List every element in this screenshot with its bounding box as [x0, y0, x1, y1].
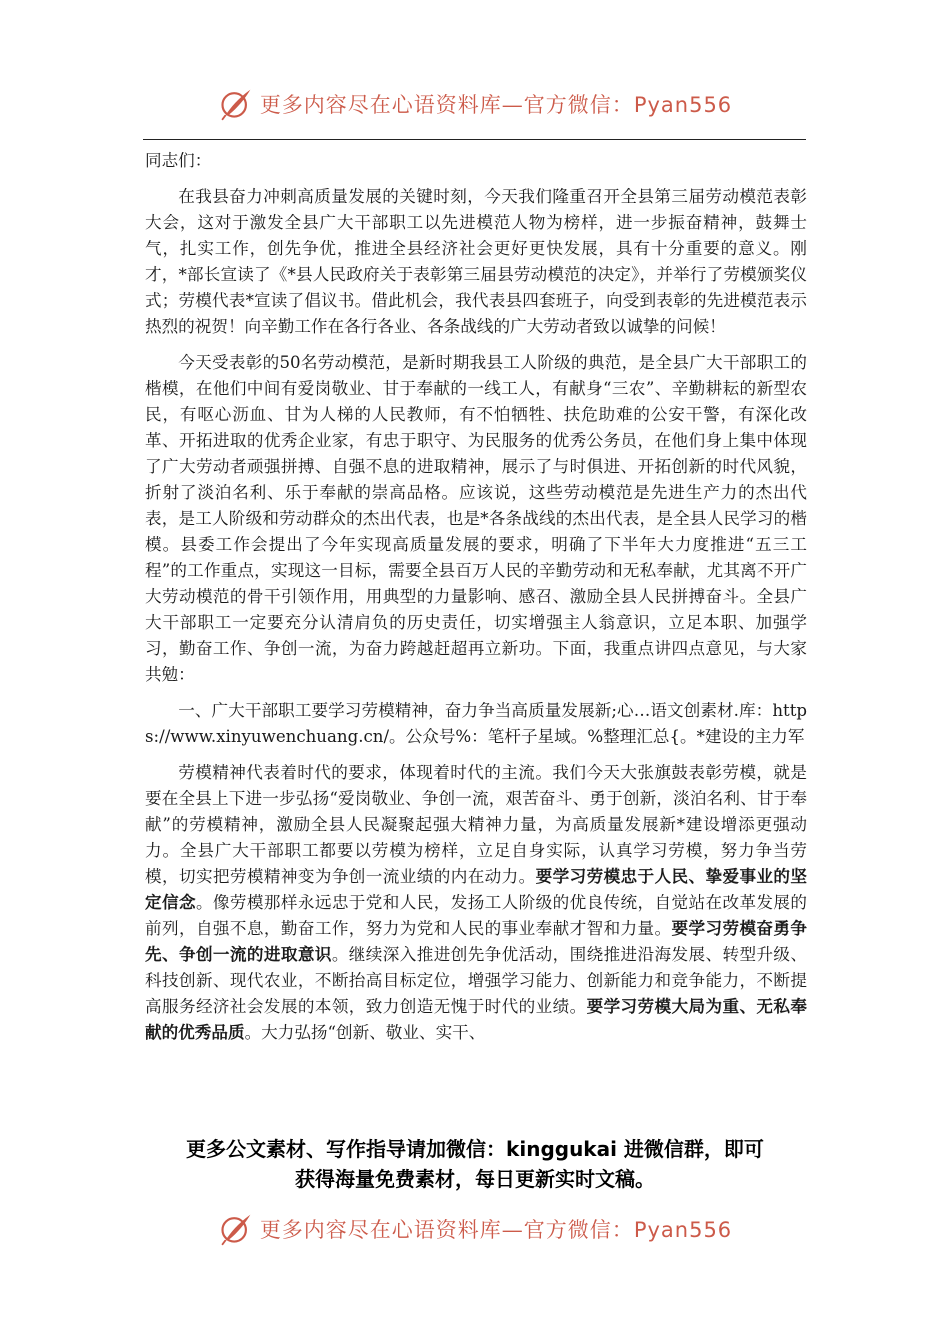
paragraph-1: 在我县奋力冲刺高质量发展的关键时刻，今天我们隆重召开全县第三届劳动模范表彰大会，这对于激发全县广大干部职工以先进模范人物为榜样，进一步振奋精神，鼓舞士气，扎实工作，创先争优，推进全县经济社会更好更快发展，具有十分重要的意义。刚才，*部长宣读了《*县人民政府关于表彰第三届县劳动模范的决定》，并举行了劳模颁奖仪式；劳模代表*宣读了倡议书。借此机会，我代表县四套班子，向受到表彰的先进模范表示热烈的祝贺！向辛勤工作在各行各业、各条战线的广大劳动者致以诚挚的问候！ — [145, 187, 807, 336]
promo-line-1: 更多公文素材、写作指导请加微信：kinggukai 进微信群，即可 — [186, 1137, 764, 1161]
section-heading-1: 一、广大干部职工要学习劳模精神，奋力争当高质量发展新;心…语文创素材.库：https://www.xinyuwenchuang.cn/。公众号%：笔杆子星域。%整理汇总{。*建设的主力军 — [145, 701, 807, 746]
wechat-id: Pyan556 — [633, 93, 733, 117]
pen-quill-icon — [218, 86, 254, 122]
banner-text: 更多内容尽在心语资料库—官方微信：Pyan556 — [259, 93, 733, 117]
footer-banner — [0, 1205, 950, 1253]
salutation: 同志们： — [145, 151, 212, 170]
wechat-id: Pyan556 — [633, 1218, 733, 1242]
bold-point-3: 要学习劳模大局为重、无私奉献的优秀品质 — [145, 997, 807, 1042]
banner-text: 更多内容尽在心语资料库—官方微信：Pyan556 — [259, 1218, 733, 1242]
bold-point-2: 要学习劳模奋勇争先、争创一流的进取意识 — [145, 919, 807, 964]
bold-point-1: 要学习劳模忠于人民、挚爱事业的坚定信念 — [145, 867, 807, 912]
promo-line-2: 获得海量免费素材，每日更新实时文稿。 — [295, 1167, 655, 1191]
header-divider — [143, 139, 806, 140]
document-body — [145, 148, 807, 1046]
pen-quill-icon — [218, 1211, 254, 1247]
header-banner — [0, 80, 950, 128]
promo-notice — [130, 1134, 820, 1194]
paragraph-4: 劳模精神代表着时代的要求，体现着时代的主流。我们今天大张旗鼓表彰劳模，就是要在全县上下进一步弘扬“爱岗敬业、争创一流，艰苦奋斗、勇于创新，淡泊名利、甘于奉献”的劳模精神，激励全县人民凝聚起强大精神力量，为高质量发展新*建设增添更强动力。全县广大干部职工都要以劳模为榜样，立足自身实际，认真学习劳模，努力争当劳模，切实把劳模精神变为争创一流业绩的内在动力。要学习劳模忠于人民、挚爱事业的坚定信念。像劳模那样永远忠于党和人民，发扬工人阶级的优良传统，自觉站在改革发展的前列，自强不息，勤奋工作，努力为党和人民的事业奉献才智和力量。要学习劳模奋勇争先、争创一流的进取意识。继续深入推进创先争优活动，围绕推进沿海发展、转型升级、科技创新、现代农业，不断抬高目标定位，增强学习能力、创新能力和竞争能力，不断提高服务经济社会发展的本领，致力创造无愧于时代的业绩。要学习劳模大局为重、无私奉献的优秀品质。大力弘扬“创新、敬业、实干、 — [145, 763, 807, 1042]
paragraph-2: 今天受表彰的50名劳动模范，是新时期我县工人阶级的典范，是全县广大干部职工的楷模，在他们中间有爱岗敬业、甘于奉献的一线工人，有献身“三农”、辛勤耕耘的新型农民，有呕心沥血、甘为人梯的人民教师，有不怕牺牲、扶危助难的公安干警，有深化改革、开拓进取的优秀企业家，有忠于职守、为民服务的优秀公务员，在他们身上集中体现了广大劳动者顽强拼搏、自强不息的进取精神，展示了与时俱进、开拓创新的时代风貌，折射了淡泊名利、乐于奉献的崇高品格。应该说，这些劳动模范是先进生产力的杰出代表，是工人阶级和劳动群众的杰出代表，也是*各条战线的杰出代表，是全县人民学习的楷模。县委工作会提出了今年实现高质量发展的要求，明确了下半年大力度推进“五三工程”的工作重点，实现这一目标，需要全县百万人民的辛勤劳动和无私奉献，尤其离不开广大劳动模范的骨干引领作用，用典型的力量影响、感召、激励全县人民拼搏奋斗。全县广大干部职工一定要充分认清肩负的历史责任，切实增强主人翁意识，立足本职、加强学习，勤奋工作、争创一流，为奋力跨越赶超再立新功。下面，我重点讲四点意见，与大家共勉： — [145, 353, 807, 684]
